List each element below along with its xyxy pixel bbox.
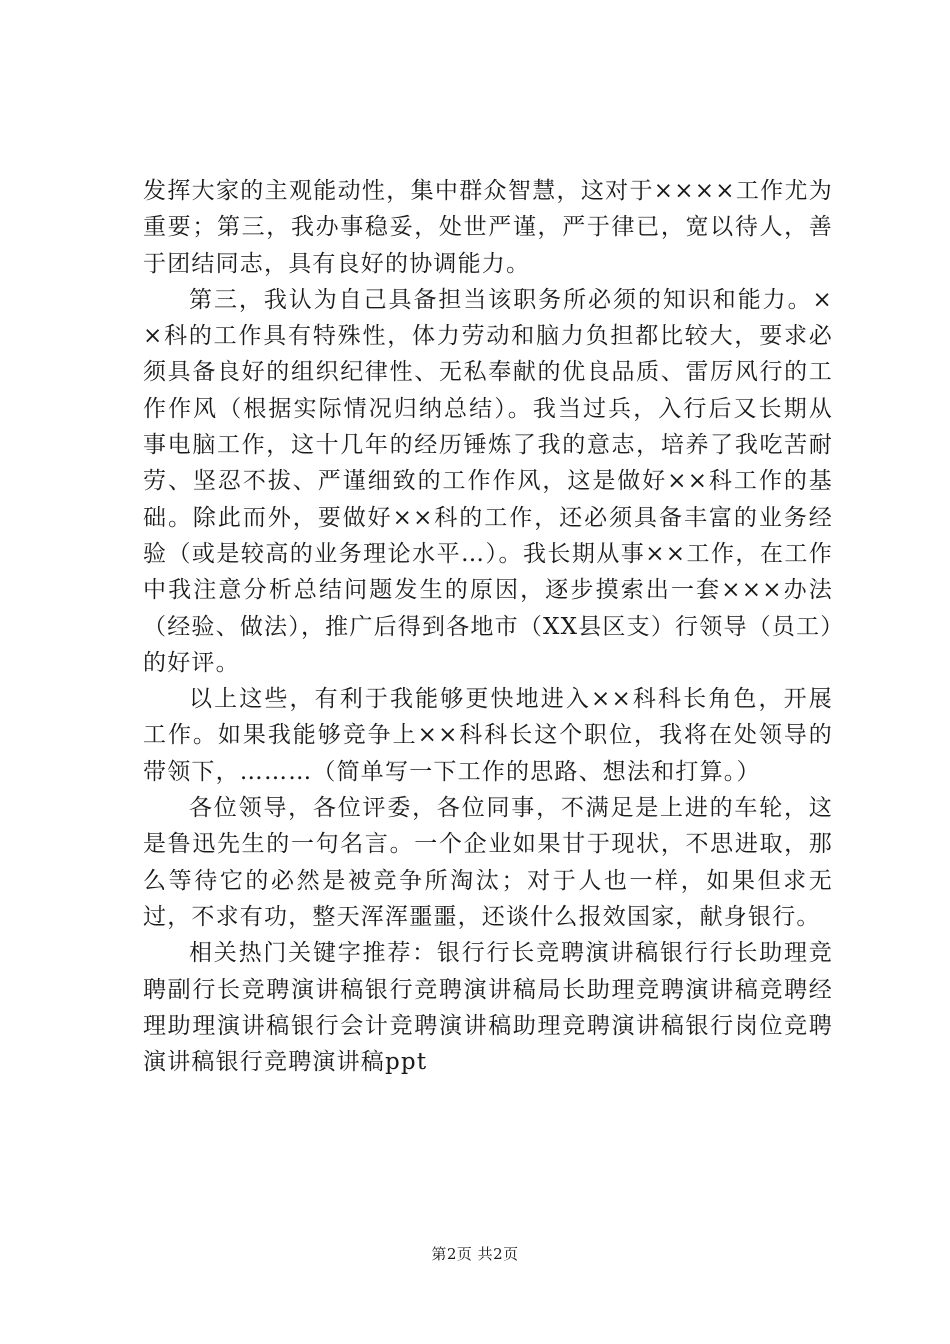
paragraph-closing: 各位领导，各位评委，各位同事，不满足是上进的车轮，这是鲁迅先生的一句名言。一个企业如果甘于现状，不思进取，那么等待它的必然是被竞争所淘汰；对于人也一样，如果但求无过，不求有功，整天浑浑噩噩，还谈什么报效国家，献身银行。 bbox=[143, 795, 833, 930]
paragraph-keywords: 相关热门关键字推荐：银行行长竞聘演讲稿银行行长助理竞聘副行长竞聘演讲稿银行竞聘演讲稿局长助理竞聘演讲稿竞聘经理助理演讲稿银行会计竞聘演讲稿助理竞聘演讲稿银行岗位竞聘演讲稿银行竞聘演讲稿ppt bbox=[143, 940, 833, 1076]
page-number-footer: 第2页 共2页 bbox=[431, 1245, 519, 1263]
paragraph-continuation: 发挥大家的主观能动性，集中群众智慧，这对于××××工作尤为重要；第三，我办事稳妥，处世严谨，严于律已，宽以待人，善于团结同志，具有良好的协调能力。 bbox=[143, 178, 833, 277]
document-body bbox=[143, 173, 833, 1080]
paragraph-summary: 以上这些，有利于我能够更快地进入××科科长角色，开展工作。如果我能够竞争上××科科长这个职位，我将在处领导的带领下，………（简单写一下工作的思路、想法和打算。） bbox=[143, 686, 833, 785]
paragraph-knowledge-ability: 第三，我认为自己具备担当该职务所必须的知识和能力。××科的工作具有特殊性，体力劳动和脑力负担都比较大，要求必须具备良好的组织纪律性、无私奉献的优良品质、雷厉风行的工作作风（根据实际情况归纳总结）。我当过兵，入行后又长期从事电脑工作，这十几年的经历锤炼了我的意志，培养了我吃苦耐劳、坚忍不拔、严谨细致的工作作风，这是做好××科工作的基础。除此而外，要做好××科的工作，还必须具备丰富的业务经验（或是较高的业务理论水平…）。我长期从事××工作，在工作中我注意分析总结问题发生的原因，逐步摸索出一套×××办法（经验、做法），推广后得到各地市（XX县区支）行领导（员工）的好评。 bbox=[143, 286, 833, 676]
